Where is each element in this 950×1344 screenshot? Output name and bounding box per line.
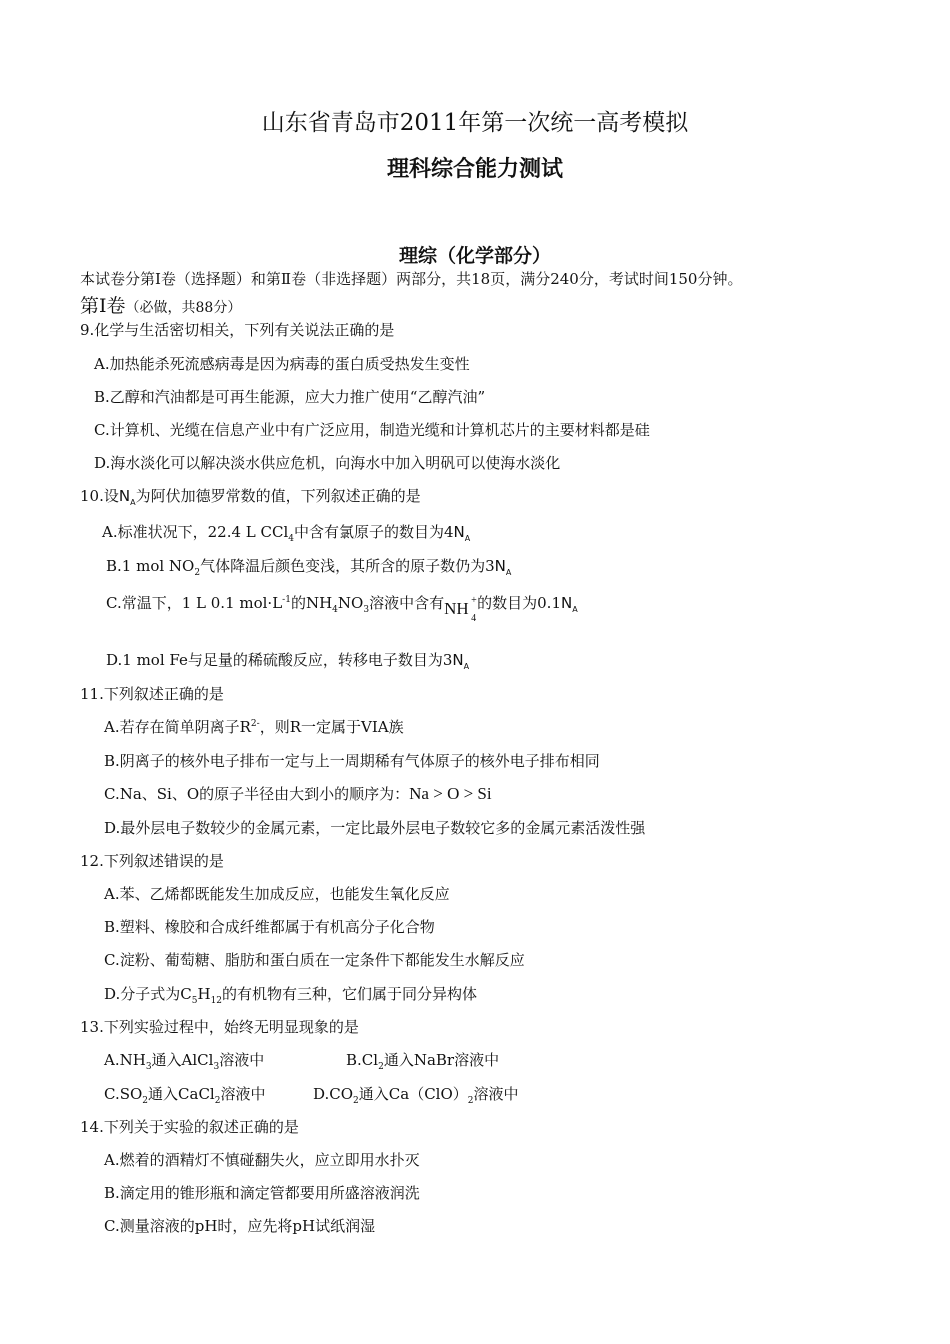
q12-option-c: C.淀粉、葡萄糖、脂肪和蛋白质在一定条件下都能发生水解反应 bbox=[104, 951, 525, 969]
q10-option-d: D.1 mol Fe与足量的稀硫酸反应，转移电子数目为$3N_A$ bbox=[106, 651, 470, 671]
q9-option-c: C.计算机、光缆在信息产业中有广泛应用，制造光缆和计算机芯片的主要材料都是硅 bbox=[94, 421, 650, 439]
juan1-note: （必做，共88分） bbox=[125, 300, 242, 316]
q13-option-c: $C.SO_2$通入CaCl$_2$溶液中 bbox=[104, 1085, 266, 1106]
q11-option-d: D.最外层电子数较少的金属元素，一定比最外层电子数较它多的金属元素活泼性强 bbox=[104, 819, 646, 837]
q13-option-b: $B.Cl_2$通入NaBr溶液中 bbox=[346, 1051, 500, 1072]
q9-option-b: B.乙醇和汽油都是可再生能源，应大力推广使用“乙醇汽油” bbox=[94, 388, 486, 406]
q10-stem: 10.设$N_A$为阿伏加德罗常数的值，下列叙述正确的是 bbox=[80, 487, 421, 507]
q11-option-c: C.Na、Si、O的原子半径由大到小的顺序为：Na > O > Si bbox=[104, 784, 492, 803]
radius-order-formula: Na > O > Si bbox=[409, 784, 492, 803]
q10-option-b: B.1 mol $NO_2$气体降温后颜色变浅，其所含的原子数仍为$3N_A$ bbox=[106, 557, 512, 578]
q14-stem: 14.下列关于实验的叙述正确的是 bbox=[80, 1118, 299, 1136]
q12-option-b: B.塑料、橡胶和合成纤维都属于有机高分子化合物 bbox=[104, 918, 435, 936]
q13-option-a: $A.NH_3$通入AlCl$_3$溶液中 bbox=[104, 1051, 265, 1072]
juan1-heading bbox=[80, 291, 241, 318]
q9-option-a: A.加热能杀死流感病毒是因为病毒的蛋白质受热发生变性 bbox=[94, 355, 470, 373]
exam-title: 山东省青岛市2011年第一次统一高考模拟 bbox=[261, 110, 689, 136]
q14-option-c: C.测量溶液的pH时，应先将pH试纸润湿 bbox=[104, 1217, 376, 1235]
q10-option-c: C.常温下，1 L 0.1 $mol\cdot L^{-1}$的$NH_4NO_3$溶液中含有NH + 4 的数目为$0.1N_A$ bbox=[106, 594, 578, 624]
q12-option-a: A.苯、乙烯都既能发生加成反应，也能发生氧化反应 bbox=[104, 885, 450, 903]
q10-option-a: A.标准状况下，22.4 L CCl$_4$中含有氯原子的数目为$4N_A$ bbox=[102, 523, 471, 544]
q14-option-b: B.滴定用的锥形瓶和滴定管都要用所盛溶液润洗 bbox=[104, 1184, 420, 1202]
q9-stem: 9.化学与生活密切相关，下列有关说法正确的是 bbox=[80, 321, 395, 339]
q12-option-d: D.分子式为$C_5H_{12}$的有机物有三种，它们属于同分异构体 bbox=[104, 985, 478, 1006]
exam-subtitle: 理科综合能力测试 bbox=[386, 156, 563, 182]
q11-option-b: B.阴离子的核外电子排布一定与上一周期稀有气体原子的核外电子排布相同 bbox=[104, 752, 600, 770]
q14-option-a: A.燃着的酒精灯不慎碰翻失火，应立即用水扑灭 bbox=[104, 1151, 420, 1169]
q12-stem: 12.下列叙述错误的是 bbox=[80, 852, 224, 870]
q13-stem: 13.下列实验过程中，始终无明显现象的是 bbox=[80, 1018, 359, 1036]
section-title: 理综（化学部分） bbox=[398, 245, 551, 267]
q11-stem: 11.下列叙述正确的是 bbox=[80, 685, 224, 703]
q9-option-d: D.海水淡化可以解决淡水供应危机，向海水中加入明矾可以使海水淡化 bbox=[94, 454, 561, 472]
ammonium-ion-formula: NH + 4 bbox=[444, 595, 477, 624]
q11-option-a: A.若存在简单阴离子$R^{2-}$，则R一定属于VIA族 bbox=[104, 718, 404, 736]
juan1-label: 第Ⅰ卷 bbox=[80, 295, 126, 317]
intro-text: 本试卷分第Ⅰ卷（选择题）和第Ⅱ卷（非选择题）两部分，共18页，满分240分，考试时间150分钟。 bbox=[80, 270, 743, 288]
q13-option-d: $D.CO_2$通入$Ca(ClO)_2$溶液中 bbox=[313, 1085, 519, 1106]
